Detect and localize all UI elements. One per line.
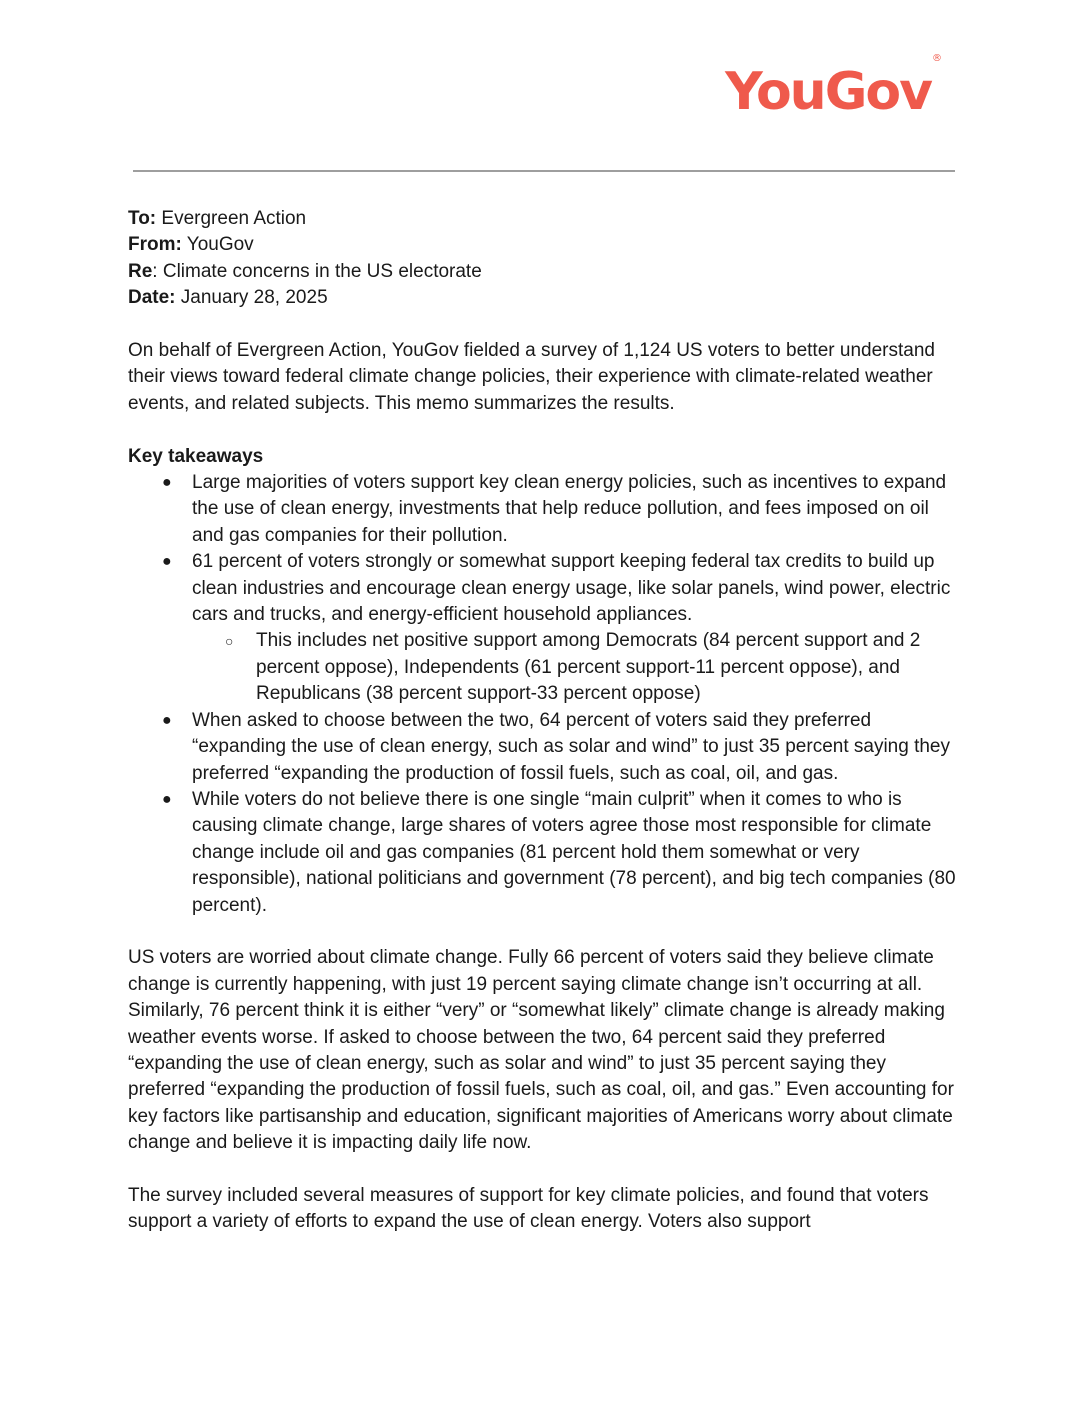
body-paragraph: US voters are worried about climate change. Fully 66 percent of voters said they believe climate change is currently happening, with just 19 percent saying climate change isn’t occurring at all. Similarly, 76 percent think it is either “very” or “somewhat likely” climate change is already making weather events worse. If asked to choose between the two, 64 percent said they preferred “expanding the use of clean energy, such as solar and wind” to just 35 percent saying they preferred “expanding the production of fossil fuels, such as coal, oil, and gas.” Even accounting for key factors like partisanship and education, significant majorities of Americans worry about climate change and believe it is impacting daily life now.	[128, 947, 954, 1154]
memo-content	[128, 206, 960, 1236]
key-takeaways-list	[128, 470, 960, 919]
intro-paragraph: On behalf of Evergreen Action, YouGov fielded a survey of 1,124 US voters to better understand their views toward federal climate change policies, their experience with climate-related weather events, and related subjects. This memo summarizes the results.	[128, 340, 935, 414]
registered-mark: ®	[932, 52, 942, 64]
takeaway-item: ● While voters do not believe there is one single “main culprit” when it comes to who is causing climate change, large shares of voters agree those most responsible for climate change include oil and gas companies (81 percent hold them somewhat or very responsible), national politicians and government (78 percent), and big tech companies (80 percent).	[162, 788, 956, 916]
bullet-icon: ●	[162, 711, 172, 729]
takeaway-subitem: ○ This includes net positive support among Democrats (84 percent support and 2 percent oppose), Independents (61 percent support-11 percent oppose), and Republicans (38 percent support-33 percent oppose)	[225, 630, 921, 705]
sub-bullet-icon: ○	[225, 633, 234, 650]
key-takeaways-heading: Key takeaways	[128, 445, 264, 467]
memo-header	[128, 206, 960, 312]
body-paragraph: The survey included several measures of support for key climate policies, and found that voters support a variety of efforts to expand the use of clean energy. Voters also support	[128, 1184, 929, 1233]
bullet-icon: ●	[162, 474, 172, 492]
takeaway-item: ● Large majorities of voters support key clean energy policies, such as incentives to expand the use of clean energy, investments that help reduce pollution, and fees imposed on oil and gas companies for their pollution.	[162, 472, 947, 546]
takeaway-sublist	[192, 628, 960, 707]
date-line: Date: January 28, 2025	[128, 287, 328, 309]
bullet-icon: ●	[162, 553, 172, 571]
yougov-logo: YouGov®	[725, 52, 942, 122]
bullet-icon: ●	[162, 790, 172, 808]
takeaway-item: ● 61 percent of voters strongly or somewhat support keeping federal tax credits to build up clean industries and encourage clean energy usage, like solar panels, wind power, electric cars and trucks, and energy-efficient household appliances. ○ This includes net positive support among Democrats (84 percent support and 2 percent oppose), Independents (61 percent support-11 percent oppose), and Republicans (38 percent support-33 percent oppose)	[128, 549, 960, 707]
to-line: To: Evergreen Action	[128, 208, 307, 229]
header-divider	[133, 170, 955, 172]
takeaway-item: ● When asked to choose between the two, 64 percent of voters said they preferred “expanding the use of clean energy, such as solar and wind” to just 35 percent saying they preferred “expanding the production of fossil fuels, such as coal, oil, and gas.	[162, 709, 950, 784]
re-line: Re: Climate concerns in the US electorate	[128, 260, 482, 282]
from-line: From: YouGov	[128, 234, 254, 256]
